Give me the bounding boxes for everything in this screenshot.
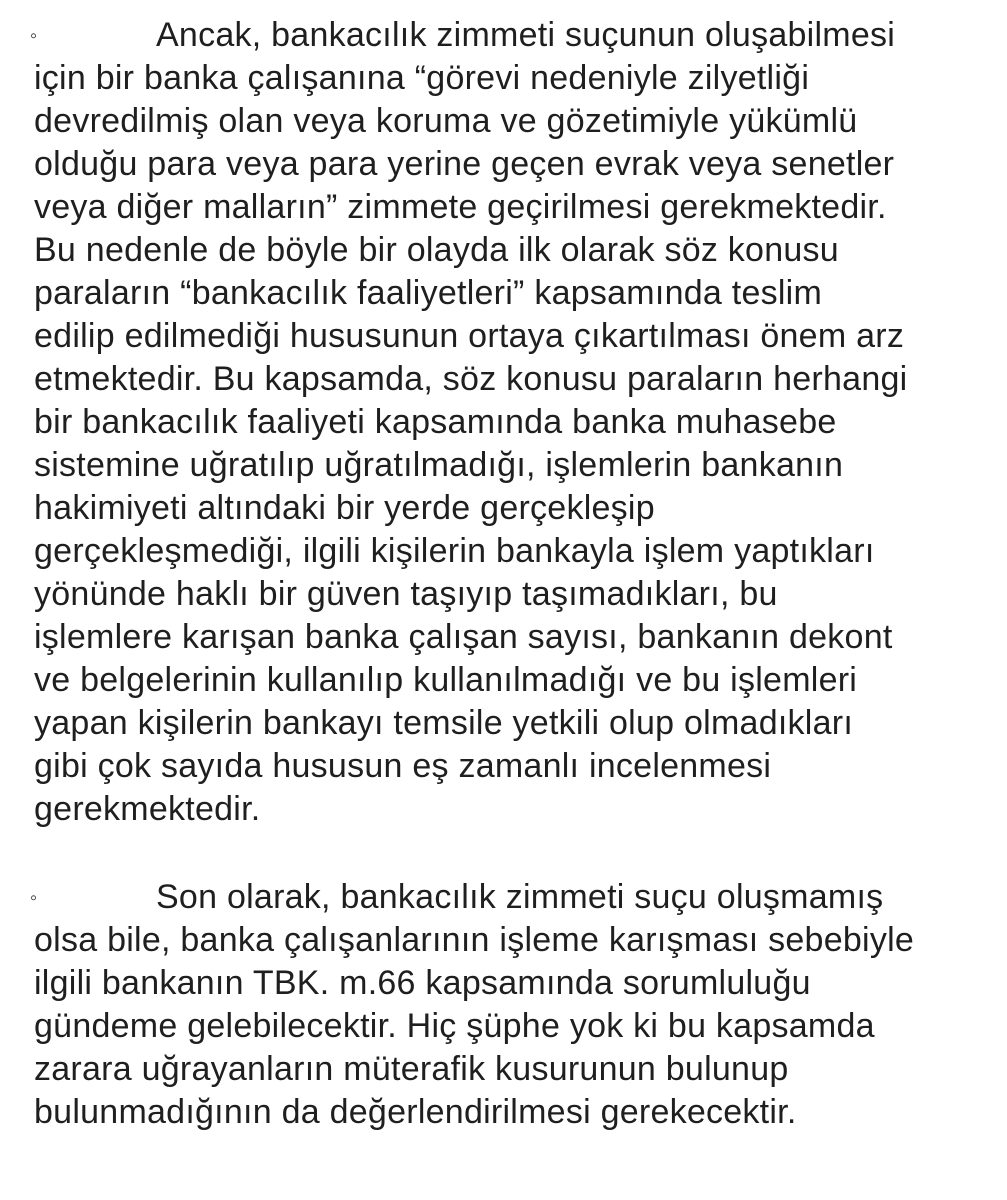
paragraph-1-line-13: gerçekleşmediği, ilgili kişilerin bankayla işlem yaptıkları [34,532,875,570]
paragraph-1-line-4: olduğu para veya para yerine geçen evrak veya senetler [34,145,895,183]
paragraph-2-line-5: zarara uğrayanların müterafik kusurunun bulunup [34,1050,789,1088]
paragraph-1-line-10: bir bankacılık faaliyeti kapsamında banka muhasebe [34,403,837,441]
paragraph-1-line-1: Ancak, bankacılık zimmeti suçunun oluşabilmesi [156,16,896,54]
paragraph-1-line-9: etmektedir. Bu kapsamda, söz konusu paraların herhangi [34,360,908,398]
paragraph-1-line-18: gibi çok sayıda hususun eş zamanlı incelenmesi [34,747,772,785]
paragraph-2-line-4: gündeme gelebilecektir. Hiç şüphe yok ki bu kapsamda [34,1007,875,1045]
paragraph-1-line-12: hakimiyeti altındaki bir yerde gerçekleşip [34,489,655,527]
paragraph-2-line-2: olsa bile, banka çalışanlarının işleme karışması sebebiyle [34,921,915,959]
paragraph-1-line-7: paraların “bankacılık faaliyetleri” kapsamında teslim [34,274,823,312]
paragraph-2-line-3: ilgili bankanın TBK. m.66 kapsamında sorumluluğu [34,964,811,1002]
bullet-icon: ◦ [30,25,38,47]
paragraph-1-line-14: yönünde haklı bir güven taşıyıp taşımadıkları, bu [34,575,778,613]
paragraph-1-line-11: sistemine uğratılıp uğratılmadığı, işlemlerin bankanın [34,446,844,484]
paragraph-1-line-5: veya diğer malların” zimmete geçirilmesi gerekmektedir. [34,188,887,226]
paragraph-1-line-17: yapan kişilerin bankayı temsile yetkili olup olmadıkları [34,704,854,742]
paragraph-1-line-16: ve belgelerinin kullanılıp kullanılmadığı ve bu işlemleri [34,661,858,699]
paragraph-2-line-1: Son olarak, bankacılık zimmeti suçu oluşmamış [156,878,884,916]
paragraph-1-line-2: için bir banka çalışanına “görevi nedeniyle zilyetliği [34,59,810,97]
paragraph-1-line-15: işlemlere karışan banka çalışan sayısı, bankanın dekont [34,618,893,656]
paragraph-1-line-8: edilip edilmediği hususunun ortaya çıkartılması önem arz [34,317,905,355]
paragraph-1-line-19: gerekmektedir. [34,790,261,828]
paragraph-1-line-6: Bu nedenle de böyle bir olayda ilk olarak söz konusu [34,231,839,269]
paragraph-2-line-6: bulunmadığının da değerlendirilmesi gerekecektir. [34,1093,797,1131]
bullet-icon: ◦ [30,887,38,909]
paragraph-1-line-3: devredilmiş olan veya koruma ve gözetimiyle yükümlü [34,102,858,140]
